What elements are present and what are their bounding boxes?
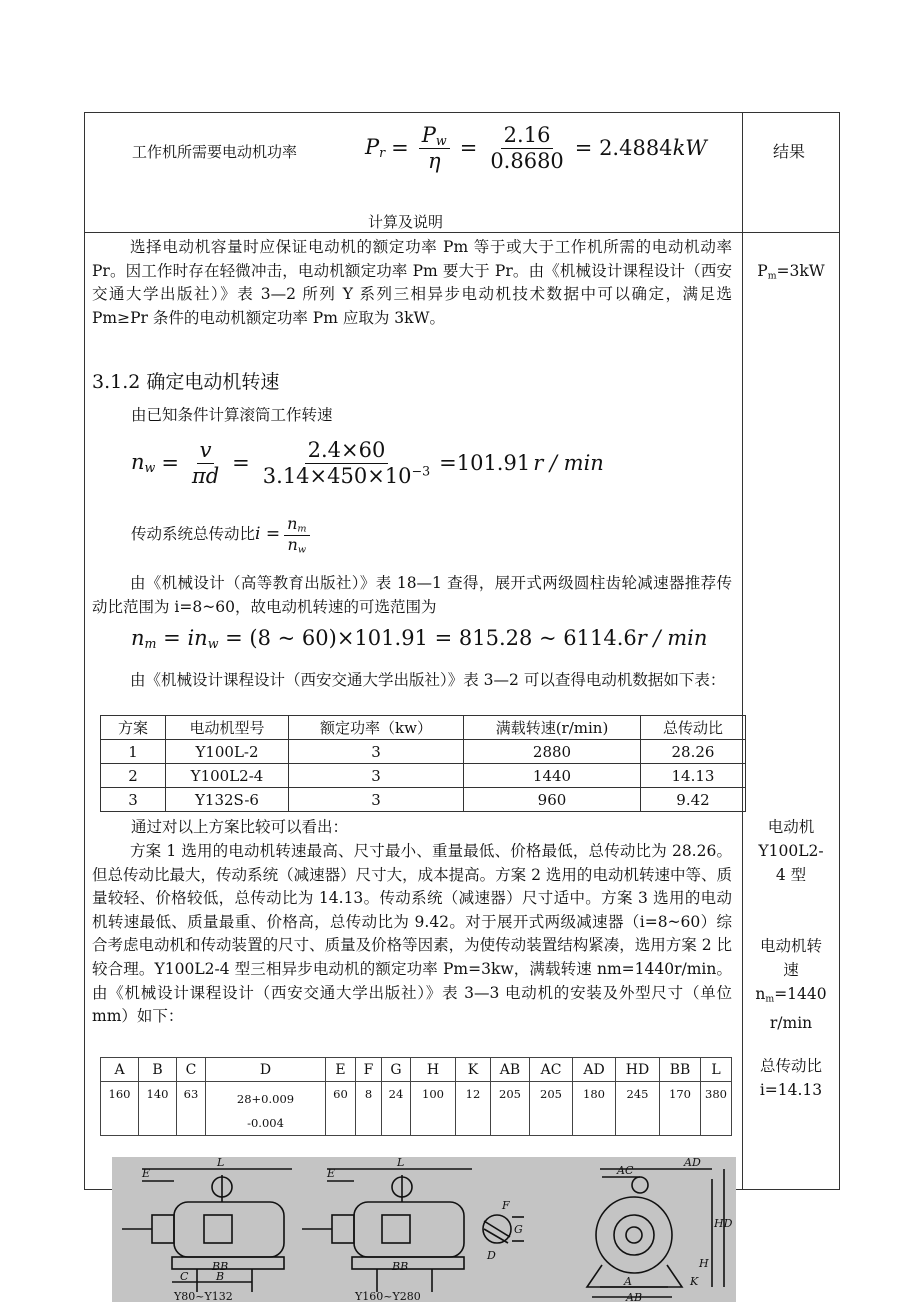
- table-header: AB: [491, 1058, 530, 1082]
- motor-side-view-2: [302, 1169, 472, 1292]
- power-formula: $P_r$ = $\frac{P_w}{\eta}$ = $\frac{2.16}{0.8680}$ = 2.4884 kW: [365, 122, 707, 174]
- table-cell: 160: [101, 1082, 139, 1136]
- table-row: [101, 788, 746, 812]
- analysis-intro: 通过对以上方案比较可以看出：: [131, 818, 349, 836]
- ratio-fraction: $\frac{n_m}{n_w}$: [284, 515, 309, 555]
- table-header-row: [101, 1058, 732, 1082]
- table-cell: 14.13: [641, 764, 746, 788]
- table-cell: 960: [464, 788, 641, 812]
- power-label: 工作机所需要电动机功率: [132, 143, 298, 161]
- header-divider: [84, 232, 840, 233]
- table-row: [101, 740, 746, 764]
- table-row: [101, 764, 746, 788]
- table-header-row: [101, 716, 746, 740]
- dimension-table: [100, 1057, 732, 1136]
- section-heading: 3.1.2 确定电动机转速: [92, 371, 280, 393]
- table-header: F: [356, 1058, 382, 1082]
- table-header: 方案: [101, 716, 166, 740]
- table-cell: 28.26: [641, 740, 746, 764]
- range-paragraph: 由《机械设计（高等教育出版社）》表 18—1 查得，展开式两级圆柱齿轮减速器推荐传动比范围为 i=8~60，故电动机转速的可选范围为: [92, 574, 732, 616]
- table-header: 电动机型号: [166, 716, 289, 740]
- power-result: = 2.4884: [574, 136, 673, 160]
- lookup-paragraph: 由《机械设计课程设计（西安交通大学出版社）》表 3—2 可以查得电动机数据如下表：: [130, 671, 726, 689]
- result-ratio: 总传动比 i=14.13: [759, 1057, 823, 1099]
- motor-drawing: [112, 1157, 736, 1302]
- speed-intro: 由已知条件计算滚筒工作转速: [131, 406, 333, 424]
- table-cell: 2: [101, 764, 166, 788]
- table-header: G: [382, 1058, 411, 1082]
- svg-text:BB: BB: [392, 1260, 409, 1273]
- svg-text:HD: HD: [714, 1217, 733, 1230]
- svg-text:BB: BB: [212, 1260, 229, 1273]
- table-cell: 1440: [464, 764, 641, 788]
- table-cell: 63: [177, 1082, 206, 1136]
- table-cell: 60: [326, 1082, 356, 1136]
- nw-formula: $n_w$ = $\frac{v}{\pi d}$ = $\frac{2.4\times 60}{3.14\times 450\times 10^{-3}}$ =101.91 r / min: [131, 438, 604, 488]
- result-motor: 电动机 Y100L2- 4 型: [758, 818, 824, 884]
- svg-text:AC: AC: [617, 1164, 634, 1177]
- pr-symbol: $P_r$: [365, 135, 386, 161]
- table-header: 额定功率（kw）: [289, 716, 464, 740]
- result-heading: 结果: [773, 142, 806, 161]
- motor-end-view: [587, 1169, 724, 1297]
- power-fraction: $\frac{2.16}{0.8680}$: [490, 123, 564, 173]
- svg-text:B: B: [216, 1270, 225, 1283]
- table-header: D: [206, 1058, 326, 1082]
- table-cell: 205: [491, 1082, 530, 1136]
- table-header: HD: [616, 1058, 660, 1082]
- column-divider: [742, 112, 743, 1190]
- svg-text:C: C: [180, 1270, 189, 1283]
- table-cell: 8: [356, 1082, 382, 1136]
- table-cell: Y100L2-4: [166, 764, 289, 788]
- capacity-paragraph: 选择电动机容量时应保证电动机的额定功率 Pm 等于或大于工作机所需的电动机动率 Pr。因工作时存在轻微冲击，电动机额定功率 Pm 要大于 Pr。由《机械设计课程设计（西安交通大学出版社）》表 3—2 所列 Y 系列三相异步电动机技术数据中可以确定，满足选 Pm≥Pr 条件的电动机额定功率 Pm 应取为 3kW。: [92, 238, 732, 327]
- svg-text:K: K: [690, 1275, 699, 1288]
- svg-text:E: E: [142, 1167, 151, 1180]
- table-cell: 205: [530, 1082, 573, 1136]
- svg-text:AB: AB: [626, 1291, 643, 1302]
- table-cell: 100: [411, 1082, 456, 1136]
- svg-text:L: L: [397, 1157, 405, 1169]
- calc-heading: 计算及说明: [368, 213, 444, 231]
- power-unit: kW: [672, 136, 707, 160]
- svg-text:L: L: [217, 1157, 225, 1169]
- pw-over-eta: $\frac{P_w}{\eta}$: [419, 123, 450, 174]
- speed-fraction: $\frac{2.4\times 60}{3.14\times 450\times 10^{-3}}$: [262, 438, 431, 488]
- svg-text:G: G: [514, 1223, 523, 1236]
- svg-text:F: F: [502, 1199, 510, 1212]
- svg-text:AD: AD: [684, 1157, 701, 1169]
- table-cell: 24: [382, 1082, 411, 1136]
- table-header: C: [177, 1058, 206, 1082]
- table-cell: 140: [139, 1082, 177, 1136]
- table-header: AD: [573, 1058, 616, 1082]
- table-cell: 3: [289, 764, 464, 788]
- table-cell: 28+0.009 -0.004: [206, 1082, 326, 1136]
- table-header: A: [101, 1058, 139, 1082]
- nm-formula: $n_m = in_w = (8$ ~ 60)×101.91 = 815.28 ~ 6114.6r / min: [131, 626, 708, 652]
- table-cell: 245: [616, 1082, 660, 1136]
- table-header: H: [411, 1058, 456, 1082]
- table-cell: 3: [101, 788, 166, 812]
- table-cell: 2880: [464, 740, 641, 764]
- table-row: [101, 1082, 732, 1136]
- table-header: AC: [530, 1058, 573, 1082]
- ratio-line: 传动系统总传动比 i = $\frac{n_m}{n_w}$: [131, 508, 314, 562]
- analysis-paragraph: 方案 1 选用的电动机转速最高、尺寸最小、重量最低、价格最低，总传动比为 28.26。但总传动比最大，传动系统（减速器）尺寸大，成本提高。方案 2 选用的电动机转速中等、质量较轻、价格较低，总传动比为 14.13。传动系统（减速器）尺寸适中。方案 3 选用的电动机转速最低、质量最重、价格高，总传动比为 9.42。对于展开式两级减速器（i=8~60）综合考虑电动机和传动装置的尺寸、质量及价格等因素，为使传动装置结构紧凑，选用方案 2 比较合理。Y100L2-4 型三相异步电动机的额定功率 Pm=3kw，满载转速 nm=1440r/min。由《机械设计课程设计（西安交通大学出版社）》表 3—3 电动机的安装及外型尺寸（单位 mm）如下：: [92, 842, 732, 1026]
- motor-side-view-1: [122, 1169, 292, 1292]
- table-cell: 380: [701, 1082, 732, 1136]
- table-header: BB: [660, 1058, 701, 1082]
- motor-options-table: [100, 715, 746, 812]
- table-cell: 180: [573, 1082, 616, 1136]
- table-cell: 3: [289, 788, 464, 812]
- table-header: 总传动比: [641, 716, 746, 740]
- table-header: L: [701, 1058, 732, 1082]
- table-header: K: [456, 1058, 491, 1082]
- table-cell: 3: [289, 740, 464, 764]
- table-cell: 9.42: [641, 788, 746, 812]
- table-cell: Y100L-2: [166, 740, 289, 764]
- result-pm: $P_m=3kW$: [757, 262, 825, 282]
- svg-text:D: D: [487, 1249, 496, 1262]
- figure-label-1: Y80~Y132: [174, 1290, 233, 1302]
- table-cell: 12: [456, 1082, 491, 1136]
- table-header: 满载转速(r/min): [464, 716, 641, 740]
- svg-text:A: A: [624, 1275, 632, 1288]
- svg-text:H: H: [699, 1257, 709, 1270]
- figure-label-2: Y160~Y280: [355, 1290, 421, 1302]
- table-cell: Y132S-6: [166, 788, 289, 812]
- table-header: B: [139, 1058, 177, 1082]
- svg-text:E: E: [327, 1167, 336, 1180]
- table-header: E: [326, 1058, 356, 1082]
- result-speed: 电动机转 速 $n_m=1440$ r/min: [755, 937, 827, 1033]
- table-cell: 1: [101, 740, 166, 764]
- v-over-pid: $\frac{v}{\pi d}$: [191, 438, 220, 488]
- table-cell: 170: [660, 1082, 701, 1136]
